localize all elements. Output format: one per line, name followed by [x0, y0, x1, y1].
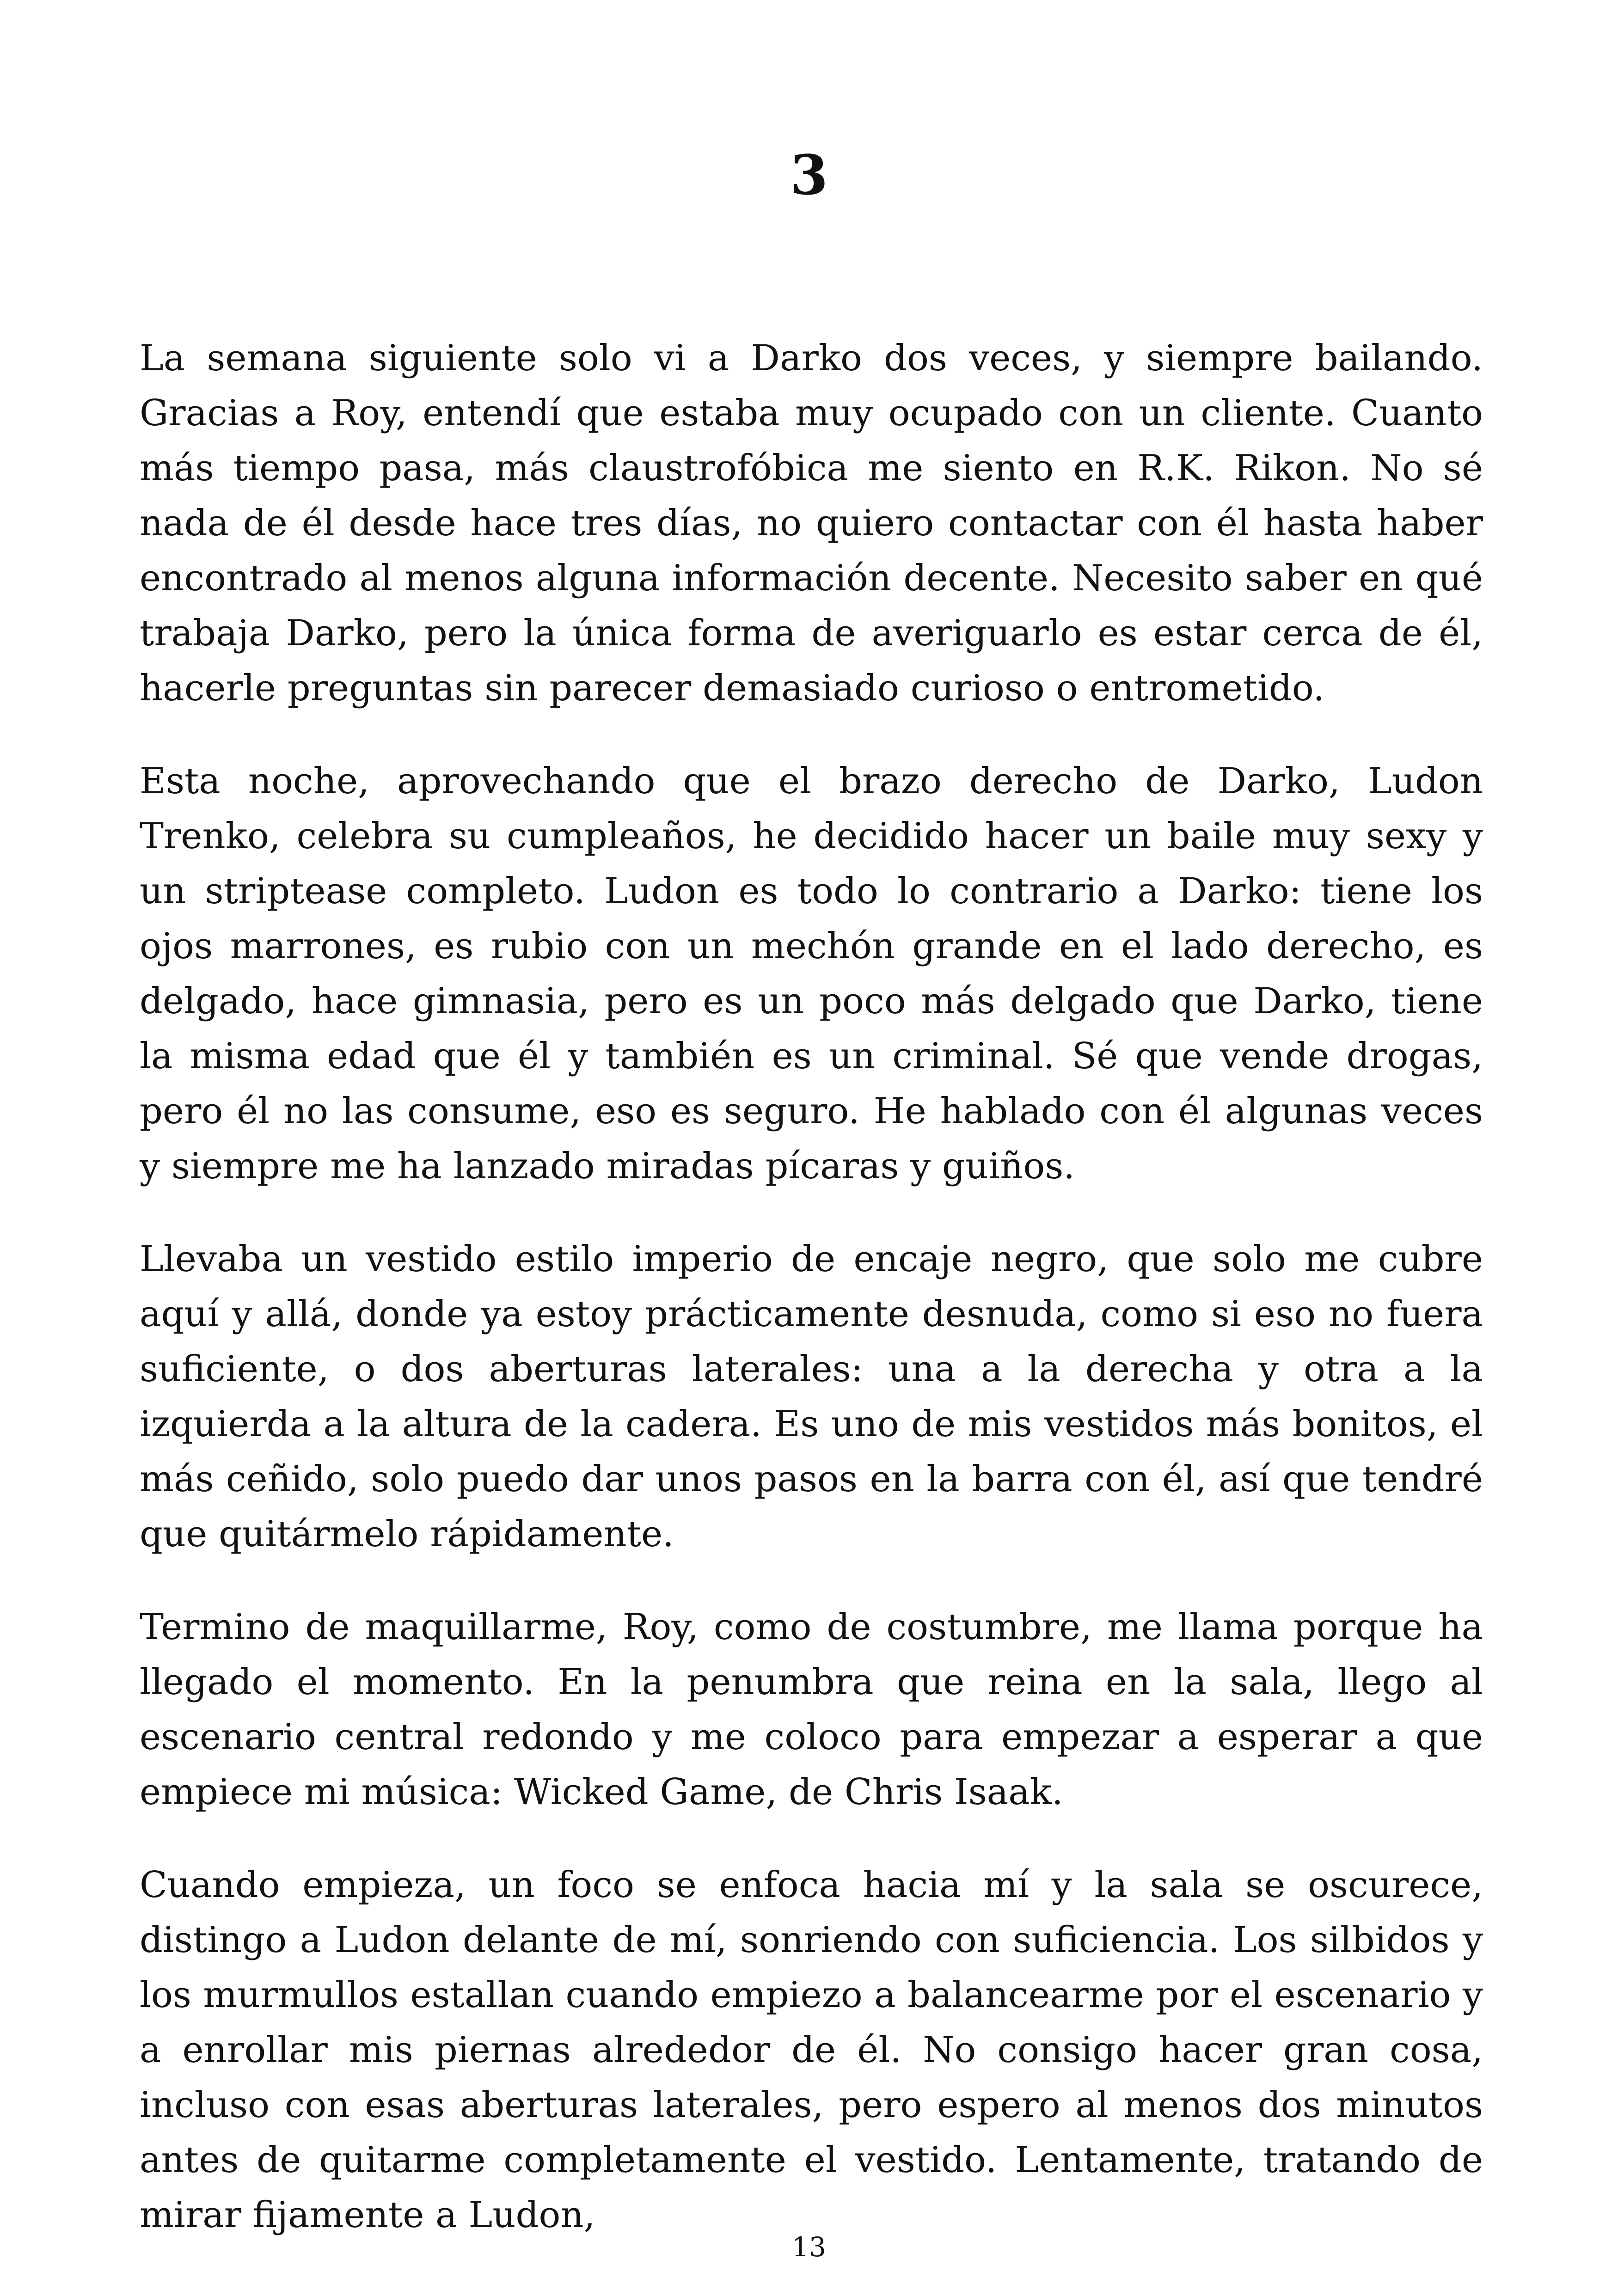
paragraph-3: Llevaba un vestido estilo imperio de encaje negro, que solo me cubre aquí y allá, donde ya estoy prácticamente desnuda, como si eso no fuera suficiente, o dos aberturas laterales: una a la derecha y otra a la izquierda a la altura de la cadera. Es uno de mis vestidos más bonitos, el más ceñido, solo puedo dar unos pasos en la barra con él, así que tendré que quitármelo rápidamente. — [140, 1238, 1483, 1555]
paragraph-5: Cuando empieza, un foco se enfoca hacia mí y la sala se oscurece, distingo a Ludon delante de mí, sonriendo con suficiencia. Los silbidos y los murmullos estallan cuando empiezo a balancearme por el escenario y a enrollar mis piernas alrededor de él. No consigo hacer gran cosa, incluso con esas aberturas laterales, pero espero al menos dos minutos antes de quitarme completamente el vestido. Lentamente, tratando de mirar fijamente a Ludon, — [140, 1864, 1483, 2236]
paragraph-2: Esta noche, aprovechando que el brazo derecho de Darko, Ludon Trenko, celebra su cumpleaños, he decidido hacer un baile muy sexy y un striptease completo. Ludon es todo lo contrario a Darko: tiene los ojos marrones, es rubio con un mechón grande en el lado derecho, es delgado, hace gimnasia, pero es un poco más delgado que Darko, tiene la misma edad que él y también es un criminal. Sé que vende drogas, pero él no las consume, eso es seguro. He hablado con él algunas veces y siempre me ha lanzado miradas pícaras y guiños. — [140, 760, 1483, 1187]
page-number: 13 — [792, 2231, 826, 2263]
paragraph-1: La semana siguiente solo vi a Darko dos veces, y siempre bailando. Gracias a Roy, entendí que estaba muy ocupado con un cliente. Cuanto más tiempo pasa, más claustrofóbica me siento en R.K. Rikon. No sé nada de él desde hace tres días, no quiero contactar con él hasta haber encontrado al menos alguna información decente. Necesito saber en qué trabaja Darko, pero la única forma de averiguarlo es estar cerca de él, hacerle preguntas sin parecer demasiado curioso o entrometido. — [140, 337, 1483, 709]
paragraph-4: Termino de maquillarme, Roy, como de costumbre, me llama porque ha llegado el momento. En la penumbra que reina en la sala, llego al escenario central redondo y me coloco para empezar a esperar a que empiece mi música: Wicked Game, de Chris Isaak. — [140, 1606, 1483, 1813]
chapter-number: 3 — [790, 143, 828, 207]
chapter-body — [140, 331, 1483, 2243]
